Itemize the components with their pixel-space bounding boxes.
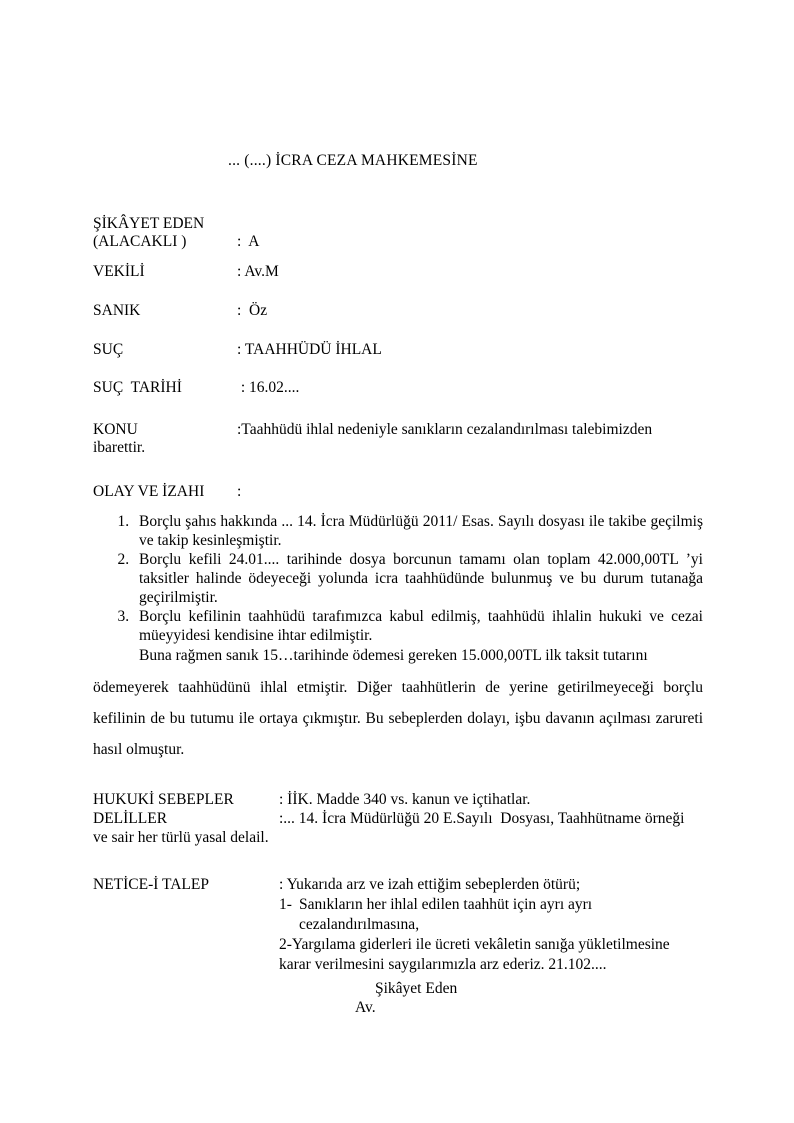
- crime-label: SUÇ: [93, 341, 124, 359]
- attorney-value: : Av.M: [237, 262, 279, 280]
- legal-grounds-label: HUKUKİ SEBEPLER: [93, 791, 234, 809]
- narrative-row: [93, 483, 703, 501]
- evidence-row: [93, 810, 703, 829]
- list-item: 1. Borçlu şahıs hakkında ... 14. İcra Müdürlüğü 2011/ Esas. Sayılı dosyası ile takibe geçilmiş ve takip kesinleşmiştir.: [133, 513, 703, 551]
- narrative-list: [93, 513, 703, 665]
- complainant-label-line2: (ALACAKLI ): [93, 233, 187, 251]
- attorney-label: VEKİLİ: [93, 262, 145, 280]
- conclusion-item-2: [279, 936, 703, 975]
- conclusion-section: [93, 876, 703, 975]
- evidence-continuation: ve sair her türlü yasal delail.: [93, 829, 269, 847]
- narrative-sub-line: Buna rağmen sanık 15…tarihinde ödemesi gereken 15.000,00TL ilk taksit tutarını: [139, 646, 648, 664]
- conclusion-item-1-cont-row: [279, 916, 703, 935]
- conclusion-item-1-spacer: [279, 916, 299, 935]
- list-item: 2. Borçlu kefili 24.01.... tarihinde dosya borcunun tamamı olan toplam 42.000,00TL ’yi taksitler halinde ödeyeceği yolunda icra taahhüdünde bulunmuş ve bu durum tutanağa geçirilmiştir.: [133, 551, 703, 608]
- crime-row: [93, 341, 703, 359]
- crime-date-value: : 16.02....: [237, 379, 300, 397]
- crime-date-label: SUÇ TARİHİ: [93, 379, 182, 397]
- conclusion-item-1-text: Sanıkların her ihlal edilen taahhüt için ayrı ayrı: [299, 896, 593, 914]
- court-title: ... (....) İCRA CEZA MAHKEMESİNE: [228, 152, 478, 169]
- list-item: [133, 608, 703, 666]
- subject-label: KONU: [93, 420, 138, 438]
- list-item-text: Borçlu kefilinin taahhüdü tarafımızca kabul edilmiş, taahhüdü ihlalin hukuki ve cezai müeyyidesi kendisine ihtar edilmiştir.: [139, 607, 703, 644]
- conclusion-item-1-continuation: cezalandırılmasına,: [299, 915, 420, 933]
- signature-line-2: Av.: [355, 999, 376, 1017]
- legal-section: [93, 791, 703, 848]
- crime-value: : TAAHHÜDÜ İHLAL: [237, 341, 382, 359]
- crime-date-row: [93, 379, 703, 397]
- complainant-value: : A: [237, 233, 260, 251]
- attorney-row: [93, 263, 703, 281]
- evidence-label: DELİLLER: [93, 810, 168, 828]
- defendant-row: [93, 302, 703, 320]
- legal-grounds-value: : İİK. Madde 340 vs. kanun ve içtihatlar.: [279, 791, 531, 809]
- complainant-row: [93, 233, 703, 251]
- narrative-value: :: [237, 482, 242, 500]
- signature-line-1: Şikâyet Eden: [375, 979, 458, 997]
- legal-grounds-row: [93, 791, 703, 810]
- subject-value: :Taahhüdü ihlal nedeniyle sanıkların cezalandırılması talebimizden: [237, 420, 653, 438]
- conclusion-item-1: [279, 896, 703, 915]
- evidence-value: :... 14. İcra Müdürlüğü 20 E.Sayılı Dosyası, Taahhütname örneği: [279, 810, 685, 828]
- subject-row: [93, 421, 703, 440]
- defendant-value: : Öz: [237, 301, 268, 319]
- conclusion-body: [279, 876, 703, 975]
- signature-block: [93, 979, 703, 1018]
- complainant-label-row: [93, 215, 703, 233]
- conclusion-label: NETİCE-İ TALEP: [93, 876, 209, 894]
- conclusion-item-2-text: 2-Yargılama giderleri ile ücreti vekâletin sanığa yükletilmesine: [279, 935, 670, 953]
- narrative-label: OLAY VE İZAHI: [93, 482, 205, 500]
- defendant-label: SANIK: [93, 301, 141, 319]
- document-body: [93, 0, 703, 1017]
- subject-value-tail: ibarettir.: [93, 439, 146, 457]
- complainant-label-line1: ŞİKÂYET EDEN: [93, 215, 205, 232]
- conclusion-item-2-continuation: karar verilmesini saygılarımızla arz ederiz. 21.102....: [279, 955, 607, 973]
- conclusion-lead: : Yukarıda arz ve izah ettiğim sebeplerden ötürü;: [279, 876, 581, 894]
- conclusion-item-1-number: 1-: [279, 896, 292, 914]
- body-paragraph: ödemeyerek taahhüdünü ihlal etmiştir. Diğer taahhütlerin de yerine getirilmeyeceği borçlu kefilinin de bu tutumu ile ortaya çıkmıştır. Bu sebeplerden dolayı, işbu davanın açılması zarureti hasıl olmuştur.: [93, 679, 703, 759]
